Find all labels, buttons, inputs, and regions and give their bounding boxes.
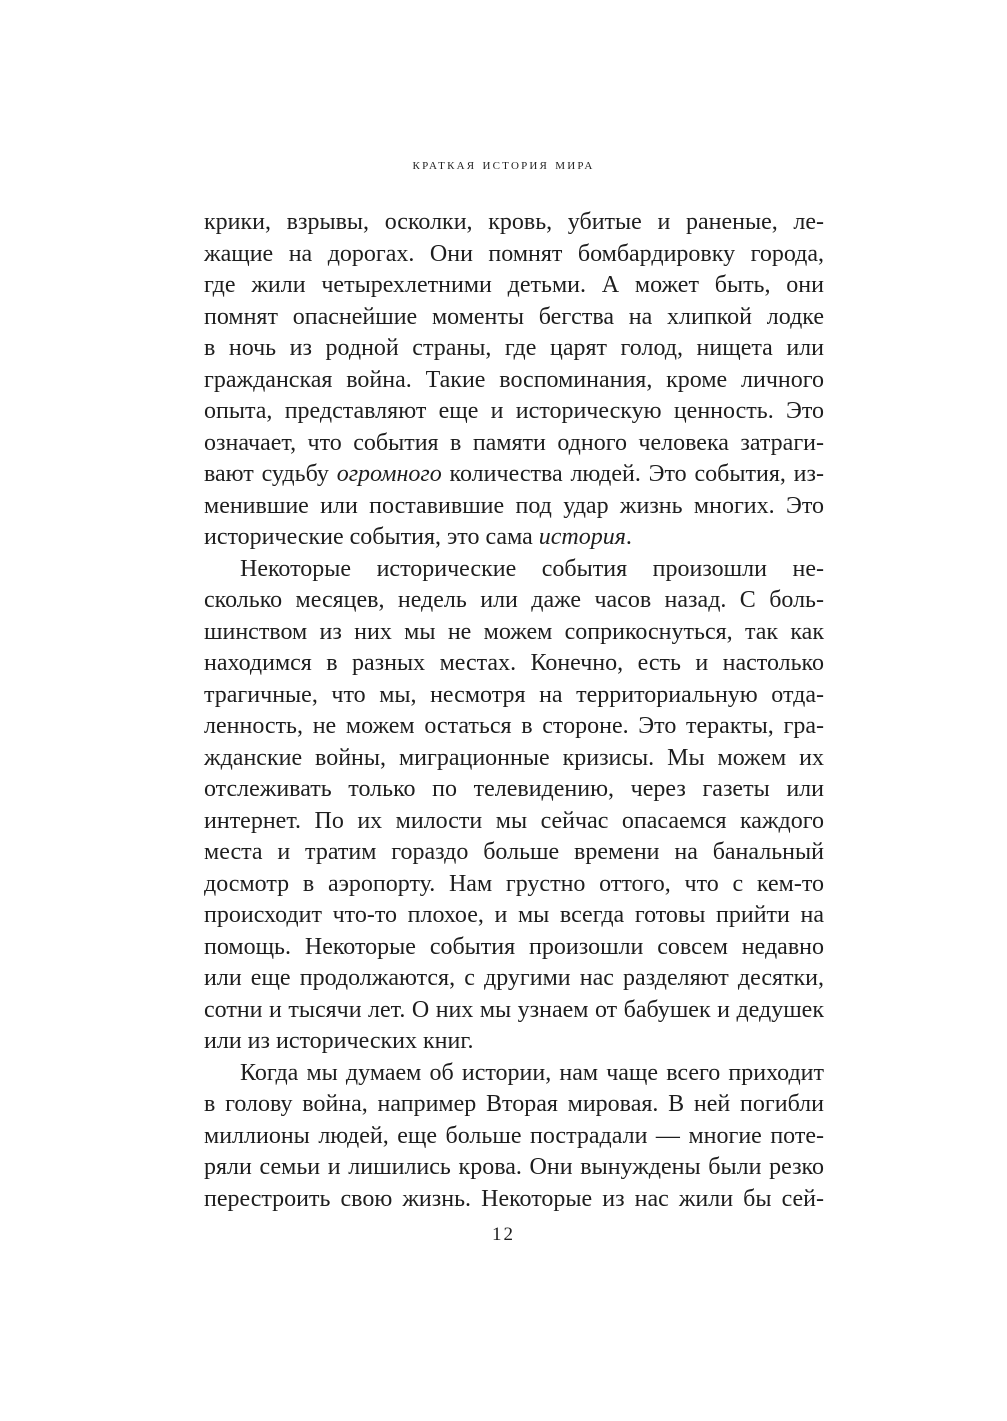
- text-run: сотни и тысячи лет. О них мы узнаем от бабушек и дедушек: [204, 996, 824, 1023]
- text-line: [204, 711, 824, 743]
- text-run: интернет. По их милости мы сейчас опасаемся каждого: [204, 807, 824, 834]
- text-run: Когда мы думаем об истории, нам чаще всего приходит: [240, 1059, 824, 1086]
- text-line: [204, 459, 824, 491]
- running-head: краткая история мира: [412, 156, 595, 173]
- body-text: [204, 207, 824, 1215]
- text-line: [204, 585, 824, 617]
- text-line: [204, 1184, 824, 1216]
- text-run: или еще продолжаются, с другими нас разделяют десятки,: [204, 965, 824, 991]
- text-line: [204, 648, 824, 680]
- text-run: места и тратим гораздо больше времени на банальный: [204, 839, 824, 865]
- text-run: опыта, представляют еще и историческую ценность. Это: [204, 398, 824, 424]
- text-line: [204, 932, 824, 964]
- text-run: вают судьбу: [204, 461, 337, 487]
- text-run: в голову война, например Вторая мировая. В ней погибли: [204, 1091, 824, 1117]
- text-line: [204, 995, 824, 1027]
- text-line: [204, 1026, 824, 1058]
- text-line: [204, 365, 824, 397]
- text-line: [204, 617, 824, 649]
- text-run: сколько месяцев, недель или даже часов назад. С боль-: [204, 587, 824, 613]
- text-line: [204, 743, 824, 775]
- text-run: означает, что события в памяти одного человека затраги-: [204, 429, 824, 456]
- text-run: помнят опаснейшие моменты бегства на хлипкой лодке: [204, 303, 824, 330]
- text-run: помощь. Некоторые события произошли совсем недавно: [204, 933, 824, 960]
- text-line: [204, 522, 824, 554]
- emphasis: история: [538, 524, 626, 550]
- paragraph: [204, 207, 824, 554]
- emphasis: огромного: [336, 461, 442, 487]
- text-line: [204, 302, 824, 334]
- text-run: .: [625, 524, 632, 550]
- text-line: [204, 869, 824, 901]
- text-line: [204, 207, 824, 239]
- text-run: шинством из них мы не можем соприкоснуться, так как: [204, 618, 824, 645]
- text-line: [204, 1058, 824, 1090]
- paragraph: [204, 554, 824, 1058]
- paragraph: [204, 1058, 824, 1216]
- text-line: [204, 239, 824, 271]
- text-line: [204, 333, 824, 365]
- text-run: досмотр в аэропорту. Нам грустно оттого, что с кем-то: [204, 870, 824, 897]
- page-number: 12: [492, 1224, 515, 1245]
- text-run: исторические события, это сама: [204, 524, 539, 550]
- text-line: [204, 806, 824, 838]
- text-run: перестроить свою жизнь. Некоторые из нас жили бы сей-: [204, 1185, 824, 1212]
- text-run: гражданская война. Такие воспоминания, кроме личного: [204, 366, 824, 393]
- text-line: [204, 428, 824, 460]
- text-line: [204, 554, 824, 586]
- text-line: [204, 491, 824, 523]
- text-line: [204, 270, 824, 302]
- text-run: количества людей. Это события, из-: [441, 461, 824, 487]
- text-run: отслеживать только по телевидению, через газеты или: [204, 776, 824, 802]
- text-run: менившие или поставившие под удар жизнь многих. Это: [204, 492, 824, 519]
- text-run: миллионы людей, еще больше пострадали — многие поте-: [204, 1122, 824, 1149]
- text-run: или из исторических книг.: [204, 1028, 474, 1054]
- text-line: [204, 1152, 824, 1184]
- text-line: [204, 680, 824, 712]
- text-run: трагичные, что мы, несмотря на территориальную отда-: [204, 681, 824, 708]
- text-line: [204, 963, 824, 995]
- text-line: [204, 837, 824, 869]
- text-run: крики, взрывы, осколки, кровь, убитые и раненые, ле-: [204, 209, 824, 235]
- text-run: жданские войны, миграционные кризисы. Мы можем их: [204, 744, 824, 771]
- text-run: находимся в разных местах. Конечно, есть и настолько: [204, 650, 824, 676]
- text-run: в ночь из родной страны, где царят голод, нищета или: [204, 335, 824, 361]
- text-run: ряли семьи и лишились крова. Они вынуждены были резко: [204, 1154, 824, 1180]
- text-line: [204, 774, 824, 806]
- text-run: где жили четырехлетними детьми. А может быть, они: [204, 272, 824, 298]
- text-line: [204, 900, 824, 932]
- text-line: [204, 1089, 824, 1121]
- text-run: жащие на дорогах. Они помнят бомбардировку города,: [204, 240, 824, 267]
- text-line: [204, 1121, 824, 1153]
- text-run: происходит что-то плохое, и мы всегда готовы прийти на: [204, 902, 824, 928]
- text-run: ленность, не можем остаться в стороне. Это теракты, гра-: [204, 713, 824, 739]
- text-line: [204, 396, 824, 428]
- text-run: Некоторые исторические события произошли не-: [240, 555, 824, 582]
